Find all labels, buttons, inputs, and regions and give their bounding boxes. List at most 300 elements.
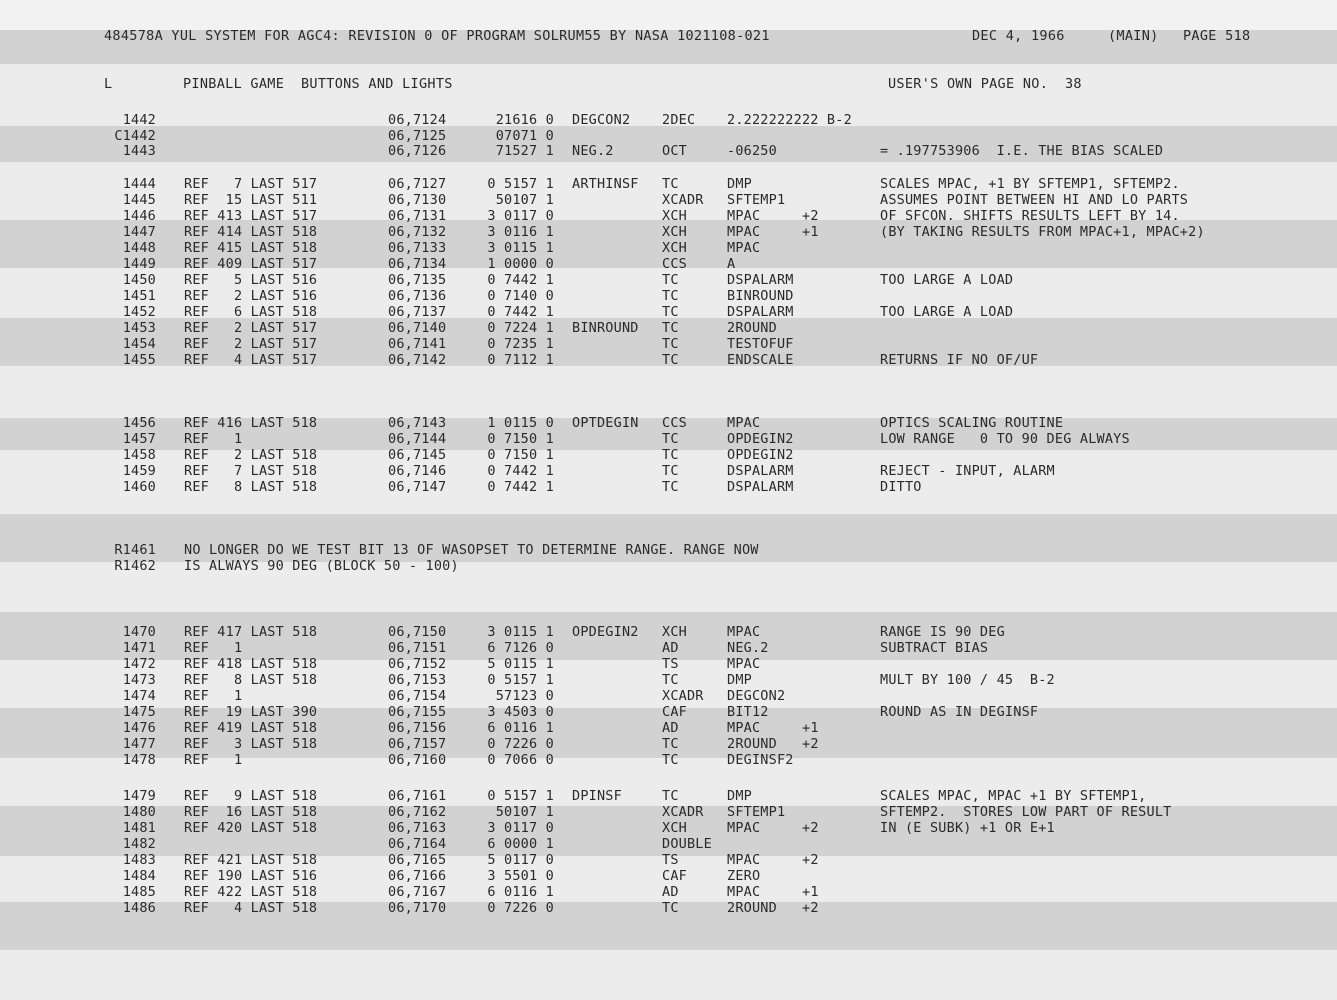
line-seq: 1455 (122, 352, 156, 368)
listing-line (0, 656, 1337, 672)
line-address: 06,7145 (388, 447, 447, 463)
line-address: 06,7132 (388, 224, 447, 240)
listing-line (0, 431, 1337, 447)
remark-seq: R1461 (114, 542, 156, 558)
listing-line (0, 624, 1337, 640)
line-ref: REF 3 LAST 518 (184, 736, 318, 752)
line-operand: SFTEMP1 (727, 804, 786, 820)
line-word: 50107 1 (495, 804, 554, 820)
line-operand: MPAC (727, 852, 761, 868)
listing-line (0, 415, 1337, 431)
remark-line (0, 542, 1337, 558)
line-ref: REF 420 LAST 518 (184, 820, 318, 836)
line-word: 57123 0 (495, 688, 554, 704)
listing-line (0, 672, 1337, 688)
line-ref: REF 413 LAST 517 (184, 208, 318, 224)
line-label: DEGCON2 (572, 112, 631, 128)
line-word: 0 7224 1 (487, 320, 554, 336)
line-operand: DSPALARM (727, 272, 794, 288)
line-word: 0 7442 1 (487, 304, 554, 320)
remark-seq: R1462 (114, 558, 156, 574)
listing-line (0, 479, 1337, 495)
line-address: 06,7124 (388, 112, 447, 128)
line-operand: -06250 (727, 143, 777, 159)
line-word: 3 0116 1 (487, 224, 554, 240)
line-address: 06,7162 (388, 804, 447, 820)
line-ref: REF 2 LAST 517 (184, 320, 318, 336)
line-opcode: AD (662, 720, 679, 736)
line-modifier: +1 (802, 720, 819, 736)
line-seq: 1484 (122, 868, 156, 884)
line-operand: ZERO (727, 868, 761, 884)
listing-line (0, 752, 1337, 768)
line-address: 06,7156 (388, 720, 447, 736)
line-word: 0 7226 0 (487, 900, 554, 916)
remark-text: NO LONGER DO WE TEST BIT 13 OF WASOPSET TO DETERMINE RANGE. RANGE NOW (184, 542, 759, 558)
line-opcode: TC (662, 736, 679, 752)
line-comment: RETURNS IF NO OF/UF (880, 352, 1039, 368)
listing-line (0, 208, 1337, 224)
line-seq: 1483 (122, 852, 156, 868)
line-seq: 1482 (122, 836, 156, 852)
line-word: 0 5157 1 (487, 788, 554, 804)
line-ref: REF 16 LAST 518 (184, 804, 318, 820)
line-word: 0 5157 1 (487, 672, 554, 688)
line-operand: DMP (727, 788, 752, 804)
listing-line (0, 336, 1337, 352)
line-address: 06,7157 (388, 736, 447, 752)
listing-line (0, 256, 1337, 272)
line-opcode: TS (662, 852, 679, 868)
line-word: 0 7442 1 (487, 272, 554, 288)
line-opcode: TC (662, 900, 679, 916)
listing-line (0, 852, 1337, 868)
line-address: 06,7152 (388, 656, 447, 672)
line-address: 06,7133 (388, 240, 447, 256)
listing-line (0, 836, 1337, 852)
line-ref: REF 8 LAST 518 (184, 479, 318, 495)
listing-line (0, 640, 1337, 656)
line-address: 06,7154 (388, 688, 447, 704)
listing-line (0, 447, 1337, 463)
line-operand: 2.222222222 B-2 (727, 112, 852, 128)
line-label: OPTDEGIN (572, 415, 639, 431)
line-address: 06,7161 (388, 788, 447, 804)
remark-text: IS ALWAYS 90 DEG (BLOCK 50 - 100) (184, 558, 459, 574)
line-opcode: TC (662, 788, 679, 804)
line-opcode: 2DEC (662, 112, 696, 128)
line-operand: MPAC (727, 415, 761, 431)
line-operand: OPDEGIN2 (727, 431, 794, 447)
page-number: PAGE 518 (1183, 28, 1251, 44)
line-seq: 1476 (122, 720, 156, 736)
listing-line (0, 900, 1337, 916)
line-word: 0 7150 1 (487, 447, 554, 463)
listing-line (0, 176, 1337, 192)
line-word: 3 0117 0 (487, 820, 554, 836)
line-operand: BINROUND (727, 288, 794, 304)
line-address: 06,7150 (388, 624, 447, 640)
line-operand: MPAC (727, 720, 761, 736)
line-label: ARTHINSF (572, 176, 639, 192)
line-comment: SFTEMP2. STORES LOW PART OF RESULT (880, 804, 1172, 820)
line-opcode: TS (662, 656, 679, 672)
line-seq: 1470 (122, 624, 156, 640)
line-seq: 1456 (122, 415, 156, 431)
line-operand: DMP (727, 672, 752, 688)
line-comment: = .197753906 I.E. THE BIAS SCALED (880, 143, 1164, 159)
line-seq: 1486 (122, 900, 156, 916)
line-seq: 1447 (122, 224, 156, 240)
line-operand: MPAC (727, 884, 761, 900)
line-opcode: TC (662, 431, 679, 447)
line-word: 0 7140 0 (487, 288, 554, 304)
listing-line (0, 288, 1337, 304)
line-operand: MPAC (727, 656, 761, 672)
line-comment: OF SFCON. SHIFTS RESULTS LEFT BY 14. (880, 208, 1180, 224)
line-address: 06,7134 (388, 256, 447, 272)
line-comment: DITTO (880, 479, 922, 495)
line-address: 06,7160 (388, 752, 447, 768)
line-word: 6 7126 0 (487, 640, 554, 656)
listing-line (0, 736, 1337, 752)
line-operand: ENDSCALE (727, 352, 794, 368)
line-opcode: CAF (662, 868, 687, 884)
line-operand: DSPALARM (727, 463, 794, 479)
line-opcode: XCADR (662, 192, 704, 208)
line-address: 06,7167 (388, 884, 447, 900)
line-seq: 1453 (122, 320, 156, 336)
line-address: 06,7131 (388, 208, 447, 224)
line-address: 06,7125 (388, 128, 447, 144)
listing-line (0, 868, 1337, 884)
line-word: 3 4503 0 (487, 704, 554, 720)
remark-line (0, 558, 1337, 574)
line-address: 06,7135 (388, 272, 447, 288)
line-word: 1 0000 0 (487, 256, 554, 272)
line-word: 71527 1 (495, 143, 554, 159)
line-opcode: TC (662, 463, 679, 479)
line-seq: 1480 (122, 804, 156, 820)
line-address: 06,7142 (388, 352, 447, 368)
line-ref: REF 9 LAST 518 (184, 788, 318, 804)
line-ref: REF 415 LAST 518 (184, 240, 318, 256)
line-operand: NEG.2 (727, 640, 769, 656)
line-seq: 1473 (122, 672, 156, 688)
line-word: 3 0115 1 (487, 624, 554, 640)
line-word: 1 0115 0 (487, 415, 554, 431)
line-ref: REF 1 (184, 431, 243, 447)
line-operand: 2ROUND (727, 900, 777, 916)
line-opcode: DOUBLE (662, 836, 712, 852)
line-operand: DSPALARM (727, 479, 794, 495)
line-ref: REF 414 LAST 518 (184, 224, 318, 240)
line-seq: 1444 (122, 176, 156, 192)
line-seq: 1451 (122, 288, 156, 304)
log-marker: L (104, 76, 113, 92)
line-word: 0 7226 0 (487, 736, 554, 752)
line-seq: 1485 (122, 884, 156, 900)
line-operand: A (727, 256, 736, 272)
line-modifier: +1 (802, 224, 819, 240)
line-ref: REF 421 LAST 518 (184, 852, 318, 868)
line-ref: REF 5 LAST 516 (184, 272, 318, 288)
line-ref: REF 4 LAST 517 (184, 352, 318, 368)
line-label: NEG.2 (572, 143, 614, 159)
listing-line (0, 112, 1337, 128)
line-operand: 2ROUND (727, 320, 777, 336)
line-ref: REF 7 LAST 517 (184, 176, 318, 192)
line-word: 0 7112 1 (487, 352, 554, 368)
line-comment: SCALES MPAC, +1 BY SFTEMP1, SFTEMP2. (880, 176, 1180, 192)
line-comment: SCALES MPAC, MPAC +1 BY SFTEMP1, (880, 788, 1147, 804)
line-word: 0 5157 1 (487, 176, 554, 192)
line-seq: 1471 (122, 640, 156, 656)
line-ref: REF 2 LAST 517 (184, 336, 318, 352)
line-label: BINROUND (572, 320, 639, 336)
line-address: 06,7146 (388, 463, 447, 479)
line-opcode: XCH (662, 208, 687, 224)
line-operand: DEGCON2 (727, 688, 786, 704)
line-comment: LOW RANGE 0 TO 90 DEG ALWAYS (880, 431, 1130, 447)
line-comment: ASSUMES POINT BETWEEN HI AND LO PARTS (880, 192, 1189, 208)
line-word: 0 7066 0 (487, 752, 554, 768)
line-label: OPDEGIN2 (572, 624, 639, 640)
listing-line (0, 463, 1337, 479)
listing-main: (MAIN) (1108, 28, 1159, 44)
line-comment: SUBTRACT BIAS (880, 640, 989, 656)
line-opcode: TC (662, 672, 679, 688)
line-operand: DSPALARM (727, 304, 794, 320)
line-modifier: +1 (802, 884, 819, 900)
line-ref: REF 416 LAST 518 (184, 415, 318, 431)
line-address: 06,7153 (388, 672, 447, 688)
line-opcode: TC (662, 304, 679, 320)
line-address: 06,7140 (388, 320, 447, 336)
line-word: 3 0115 1 (487, 240, 554, 256)
line-seq: 1446 (122, 208, 156, 224)
listing-line (0, 128, 1337, 144)
line-ref: REF 1 (184, 688, 243, 704)
line-modifier: +2 (802, 736, 819, 752)
line-word: 0 7442 1 (487, 463, 554, 479)
listing-line (0, 224, 1337, 240)
listing-line (0, 884, 1337, 900)
line-operand: 2ROUND (727, 736, 777, 752)
line-seq: 1450 (122, 272, 156, 288)
line-operand: SFTEMP1 (727, 192, 786, 208)
line-seq: 1457 (122, 431, 156, 447)
line-address: 06,7136 (388, 288, 447, 304)
line-comment: RANGE IS 90 DEG (880, 624, 1005, 640)
line-opcode: XCH (662, 240, 687, 256)
line-seq: 1442 (122, 112, 156, 128)
line-opcode: CAF (662, 704, 687, 720)
line-operand: MPAC (727, 624, 761, 640)
line-seq: 1459 (122, 463, 156, 479)
line-seq: 1454 (122, 336, 156, 352)
line-ref: REF 418 LAST 518 (184, 656, 318, 672)
line-ref: REF 7 LAST 518 (184, 463, 318, 479)
line-opcode: TC (662, 352, 679, 368)
line-operand: MPAC (727, 240, 761, 256)
listing-date: DEC 4, 1966 (972, 28, 1065, 44)
line-ref: REF 8 LAST 518 (184, 672, 318, 688)
line-ref: REF 19 LAST 390 (184, 704, 318, 720)
line-modifier: +2 (802, 208, 819, 224)
line-address: 06,7151 (388, 640, 447, 656)
line-opcode: TC (662, 176, 679, 192)
line-opcode: XCADR (662, 804, 704, 820)
line-address: 06,7127 (388, 176, 447, 192)
line-word: 6 0000 1 (487, 836, 554, 852)
line-address: 06,7165 (388, 852, 447, 868)
line-comment: TOO LARGE A LOAD (880, 304, 1014, 320)
line-address: 06,7126 (388, 143, 447, 159)
line-word: 21616 0 (495, 112, 554, 128)
listing-line (0, 704, 1337, 720)
line-address: 06,7130 (388, 192, 447, 208)
line-opcode: TC (662, 447, 679, 463)
line-ref: REF 419 LAST 518 (184, 720, 318, 736)
line-operand: DEGINSF2 (727, 752, 794, 768)
line-word: 3 5501 0 (487, 868, 554, 884)
line-address: 06,7166 (388, 868, 447, 884)
listing-line (0, 804, 1337, 820)
line-operand: TESTOFUF (727, 336, 794, 352)
line-seq: 1452 (122, 304, 156, 320)
line-address: 06,7143 (388, 415, 447, 431)
line-ref: REF 6 LAST 518 (184, 304, 318, 320)
line-comment: IN (E SUBK) +1 OR E+1 (880, 820, 1055, 836)
listing-line (0, 272, 1337, 288)
line-ref: REF 409 LAST 517 (184, 256, 318, 272)
line-seq: 1478 (122, 752, 156, 768)
line-comment: REJECT - INPUT, ALARM (880, 463, 1055, 479)
line-comment: ROUND AS IN DEGINSF (880, 704, 1039, 720)
line-word: 0 7235 1 (487, 336, 554, 352)
line-seq: 1449 (122, 256, 156, 272)
line-seq: 1460 (122, 479, 156, 495)
listing-line (0, 320, 1337, 336)
line-seq: 1474 (122, 688, 156, 704)
line-seq: 1479 (122, 788, 156, 804)
line-ref: REF 4 LAST 518 (184, 900, 318, 916)
line-word: 50107 1 (495, 192, 554, 208)
line-opcode: TC (662, 272, 679, 288)
line-address: 06,7147 (388, 479, 447, 495)
listing-line (0, 788, 1337, 804)
listing-header-title: 484578A YUL SYSTEM FOR AGC4: REVISION 0 OF PROGRAM SOLRUM55 BY NASA 1021108-021 (104, 28, 770, 44)
line-operand: DMP (727, 176, 752, 192)
line-comment: OPTICS SCALING ROUTINE (880, 415, 1064, 431)
line-word: 0 7442 1 (487, 479, 554, 495)
line-opcode: TC (662, 752, 679, 768)
line-address: 06,7163 (388, 820, 447, 836)
line-word: 5 0117 0 (487, 852, 554, 868)
line-address: 06,7170 (388, 900, 447, 916)
line-ref: REF 422 LAST 518 (184, 884, 318, 900)
line-modifier: +2 (802, 900, 819, 916)
listing-line (0, 192, 1337, 208)
line-word: 5 0115 1 (487, 656, 554, 672)
line-seq: 1472 (122, 656, 156, 672)
line-comment: MULT BY 100 / 45 B-2 (880, 672, 1055, 688)
line-opcode: AD (662, 884, 679, 900)
line-seq: 1458 (122, 447, 156, 463)
listing-line (0, 720, 1337, 736)
line-label: DPINSF (572, 788, 622, 804)
line-word: 6 0116 1 (487, 884, 554, 900)
listing-line (0, 240, 1337, 256)
line-opcode: XCH (662, 820, 687, 836)
section-title: PINBALL GAME BUTTONS AND LIGHTS (183, 76, 453, 92)
line-seq: 1448 (122, 240, 156, 256)
listing-line (0, 304, 1337, 320)
line-opcode: TC (662, 288, 679, 304)
line-opcode: XCADR (662, 688, 704, 704)
paper-top-edge (0, 0, 1337, 30)
line-comment: TOO LARGE A LOAD (880, 272, 1014, 288)
line-address: 06,7164 (388, 836, 447, 852)
line-modifier: +2 (802, 820, 819, 836)
listing-line (0, 820, 1337, 836)
line-modifier: +2 (802, 852, 819, 868)
line-ref: REF 1 (184, 752, 243, 768)
line-seq: 1443 (122, 143, 156, 159)
line-opcode: TC (662, 479, 679, 495)
line-ref: REF 15 LAST 511 (184, 192, 318, 208)
line-opcode: TC (662, 320, 679, 336)
line-seq: 1481 (122, 820, 156, 836)
listing-line (0, 688, 1337, 704)
line-opcode: OCT (662, 143, 687, 159)
line-opcode: TC (662, 336, 679, 352)
line-word: 07071 0 (495, 128, 554, 144)
line-comment: (BY TAKING RESULTS FROM MPAC+1, MPAC+2) (880, 224, 1205, 240)
line-seq: 1475 (122, 704, 156, 720)
line-ref: REF 417 LAST 518 (184, 624, 318, 640)
line-seq: 1477 (122, 736, 156, 752)
line-operand: MPAC (727, 820, 761, 836)
line-address: 06,7155 (388, 704, 447, 720)
line-opcode: CCS (662, 256, 687, 272)
line-operand: OPDEGIN2 (727, 447, 794, 463)
line-word: 6 0116 1 (487, 720, 554, 736)
line-ref: REF 190 LAST 516 (184, 868, 318, 884)
line-seq: 1445 (122, 192, 156, 208)
line-word: 3 0117 0 (487, 208, 554, 224)
line-ref: REF 1 (184, 640, 243, 656)
listing-line (0, 352, 1337, 368)
line-operand: MPAC (727, 224, 761, 240)
line-word: 0 7150 1 (487, 431, 554, 447)
line-opcode: XCH (662, 224, 687, 240)
line-ref: REF 2 LAST 516 (184, 288, 318, 304)
line-address: 06,7137 (388, 304, 447, 320)
line-opcode: AD (662, 640, 679, 656)
line-opcode: CCS (662, 415, 687, 431)
line-address: 06,7141 (388, 336, 447, 352)
line-ref: REF 2 LAST 518 (184, 447, 318, 463)
user-page-number: USER'S OWN PAGE NO. 38 (888, 76, 1082, 92)
line-operand: BIT12 (727, 704, 769, 720)
line-opcode: XCH (662, 624, 687, 640)
line-operand: MPAC (727, 208, 761, 224)
listing-line (0, 143, 1337, 159)
line-seq: C1442 (114, 128, 156, 144)
line-address: 06,7144 (388, 431, 447, 447)
